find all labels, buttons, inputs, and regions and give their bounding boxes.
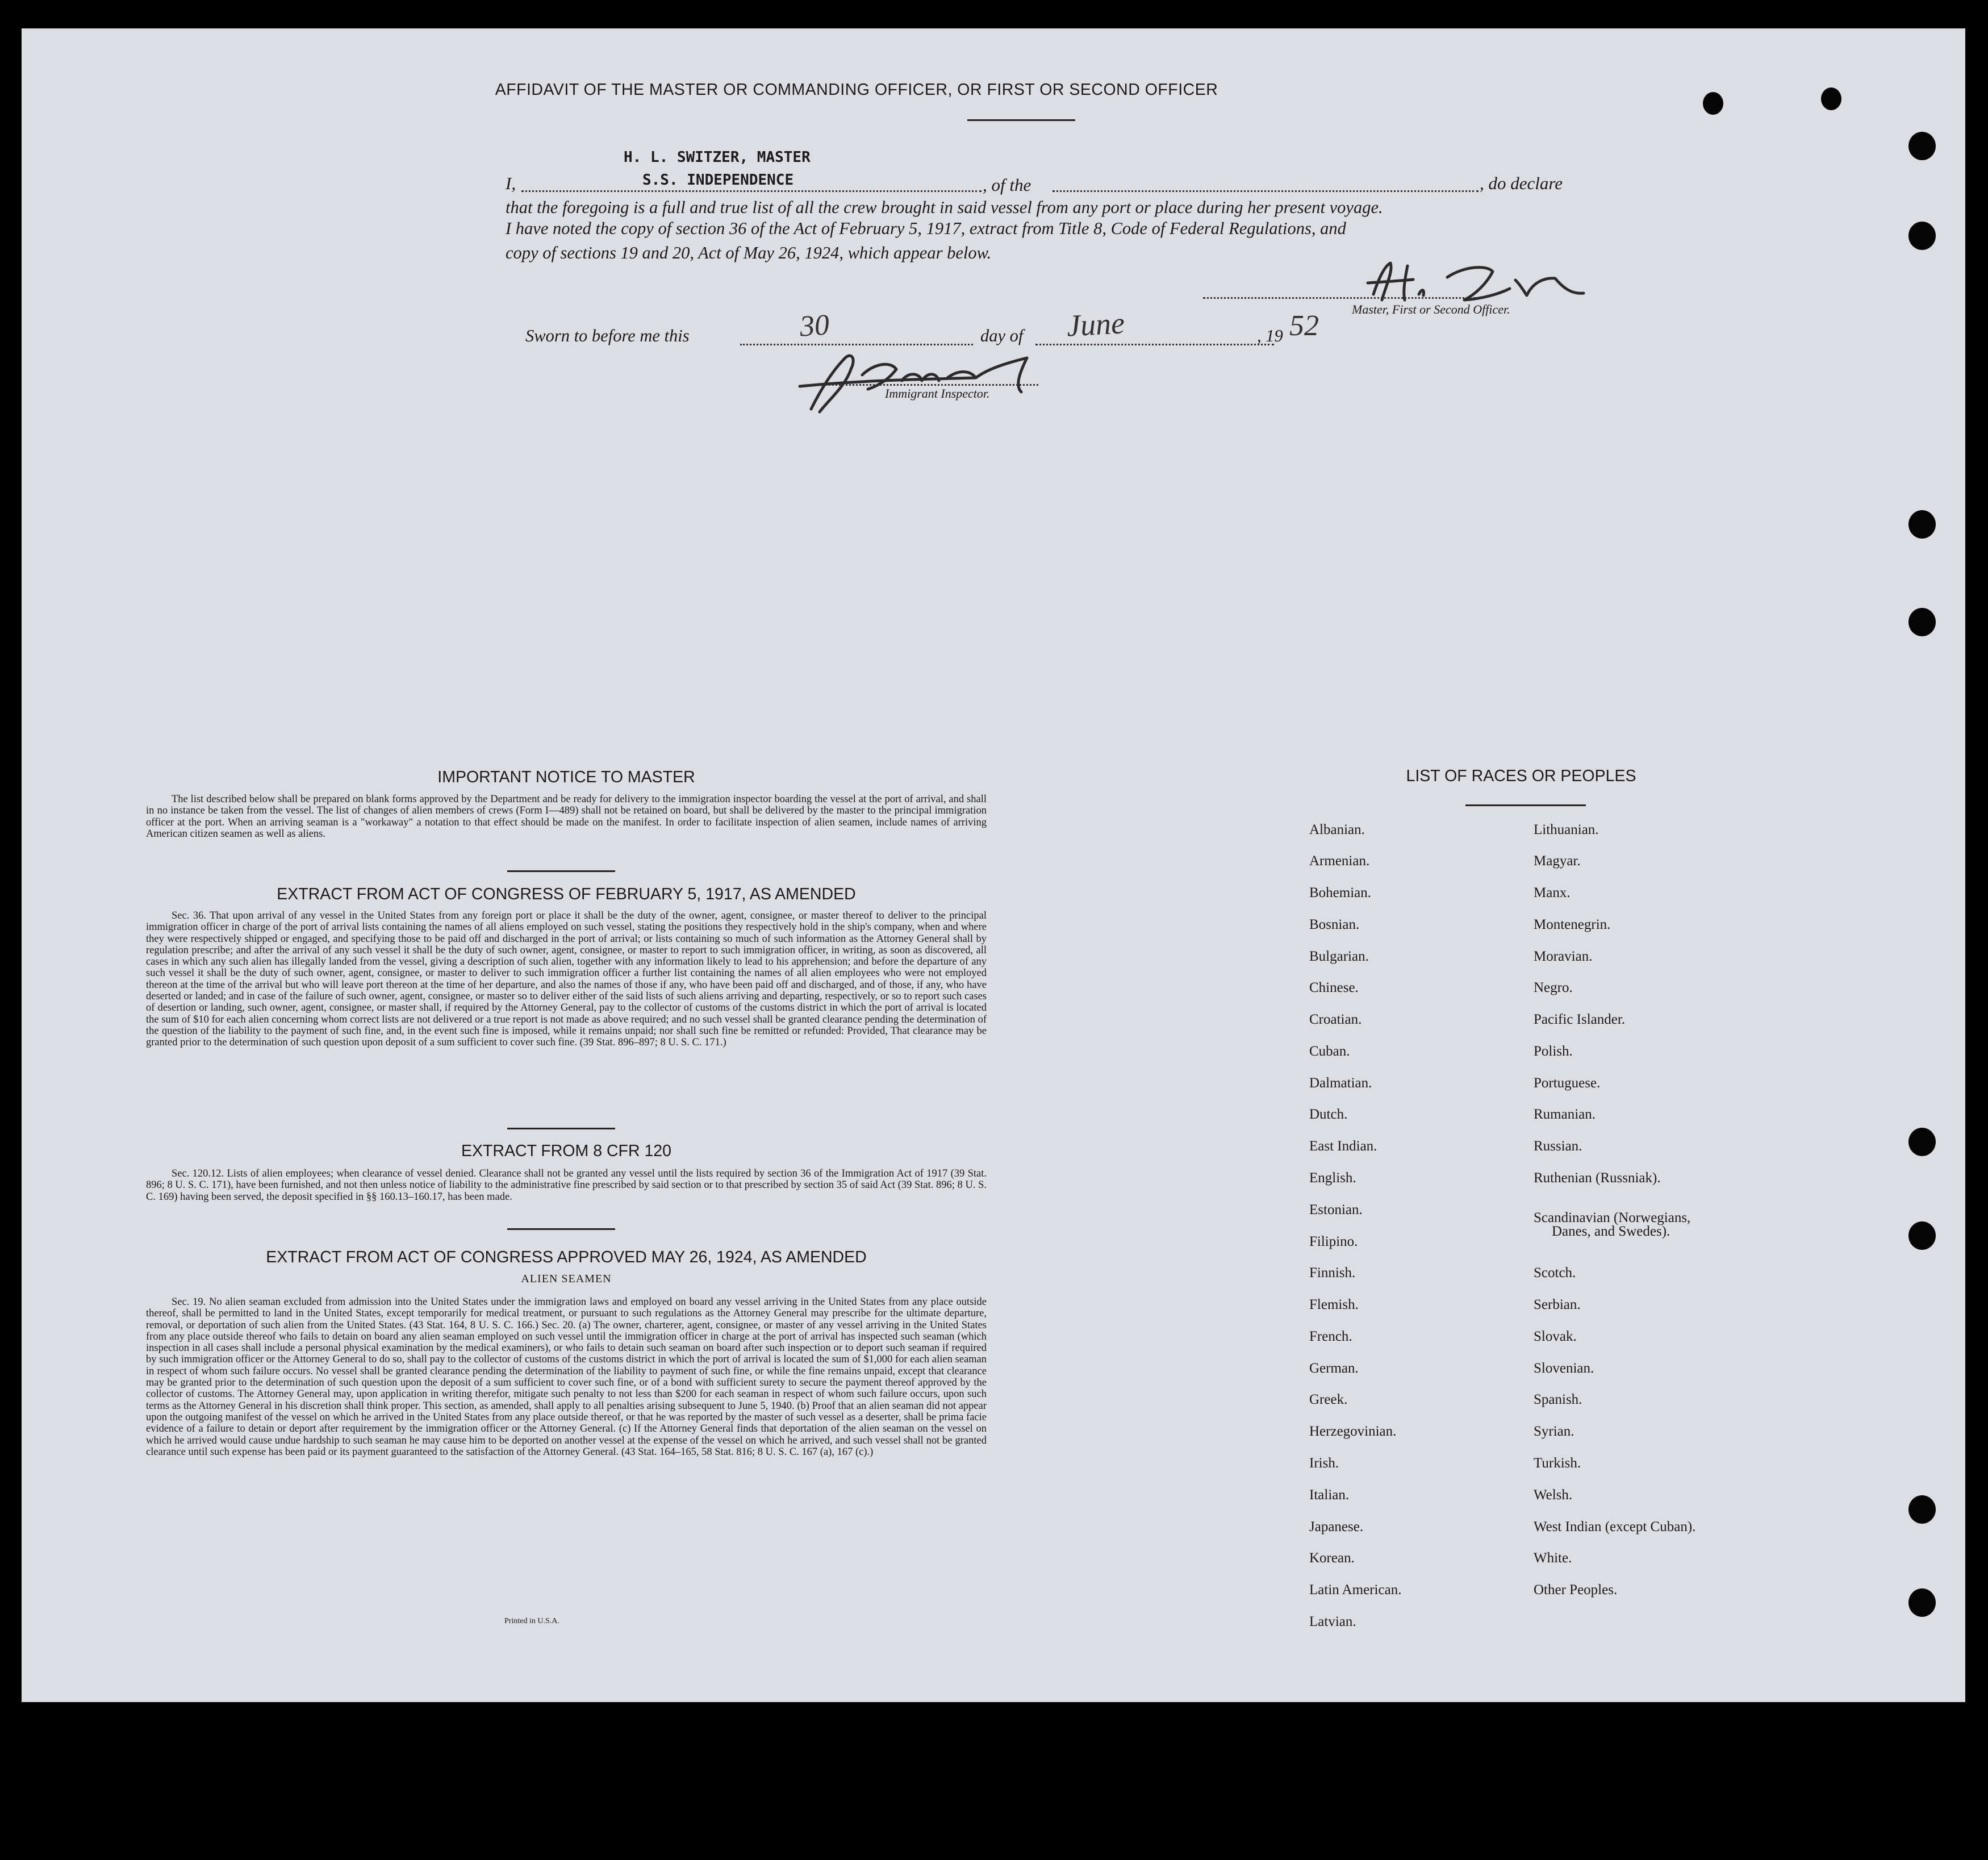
race-dalmatian: Dalmatian. [1309, 1075, 1372, 1091]
extract-cfr-divider [507, 1228, 615, 1230]
punch-hole [1908, 1588, 1936, 1617]
race-japanese: Japanese. [1309, 1519, 1364, 1534]
extract-cfr-text: Sec. 120.12. Lists of alien employees; when clearance of vessel denied. Clearance shall not be granted any vessel until the lists required by section 36 of the Immigration Act of 1917 (39 Stat. 896; 8 U. S. C. 171), have been furnished, and not then unless notice of liability to the administrative fine prescribed by said section or to that prescribed by section 35 of said Act (39 Stat. 896; 8 U. S. C. 169) having been served, the deposit specified in §§ 160.13–160.17, has been made. [146, 1168, 987, 1203]
punch-hole [1908, 1221, 1936, 1250]
race-rumanian: Rumanian. [1534, 1107, 1596, 1122]
inspector-caption: Immigrant Inspector. [885, 386, 990, 401]
notice-divider [507, 870, 615, 872]
race-bohemian: Bohemian. [1309, 885, 1372, 900]
vessel-name: S.S. INDEPENDENCE [642, 172, 794, 189]
race-estonian: Estonian. [1309, 1202, 1363, 1217]
sworn-text: Sworn to before me this [525, 326, 690, 345]
race-cuban: Cuban. [1309, 1044, 1350, 1059]
race-other-peoples: Other Peoples. [1534, 1582, 1618, 1598]
punch-hole [1908, 510, 1936, 539]
punch-hole [1908, 222, 1936, 250]
extract-cfr-title: EXTRACT FROM 8 CFR 120 [461, 1142, 672, 1160]
ink-spot [1821, 87, 1841, 110]
day-line [740, 344, 973, 345]
race-moravian: Moravian. [1534, 949, 1593, 964]
race-italian: Italian. [1309, 1487, 1350, 1503]
race-negro: Negro. [1534, 980, 1573, 995]
race-korean: Korean. [1309, 1550, 1355, 1566]
extract-1924-title: EXTRACT FROM ACT OF CONGRESS APPROVED MAY 26, 1924, AS AMENDED [266, 1248, 867, 1266]
race-chinese: Chinese. [1309, 980, 1359, 995]
race-latvian: Latvian. [1309, 1614, 1356, 1629]
race-montenegrin: Montenegrin. [1534, 917, 1611, 932]
vessel-line [1053, 190, 1479, 192]
race-lithuanian: Lithuanian. [1534, 822, 1599, 837]
race-dutch: Dutch. [1309, 1107, 1348, 1122]
race-white: White. [1534, 1550, 1572, 1566]
notice-text: The list described below shall be prepared on blank forms approved by the Department and be ready for delivery to the immigration inspector boarding the vessel at the port of arrival, and shall in no instance be taken from the vessel. The list of changes of alien members of crews (Form I—489) shall not be retained on board, but shall be delivered by the master to the principal immigration officer at the port. When an arriving seaman is a "workaway" a notation to that effect should be made on the manifest. In order to facilitate inspection of alien seamen, include names of arriving American citizen seamen as well as aliens. [146, 794, 987, 840]
extract-1924-subtitle: ALIEN SEAMEN [521, 1273, 612, 1285]
race-ruthenian: Ruthenian (Russniak). [1534, 1170, 1661, 1186]
race-german: German. [1309, 1361, 1359, 1376]
affidavit-i: I, [506, 173, 516, 193]
race-turkish: Turkish. [1534, 1456, 1581, 1471]
punch-hole [1908, 1128, 1936, 1156]
day-value: 30 [799, 308, 830, 343]
race-flemish: Flemish. [1309, 1297, 1359, 1312]
ink-spot [1703, 92, 1723, 115]
affidavit-do-declare: , do declare [1480, 173, 1563, 193]
race-serbian: Serbian. [1534, 1297, 1581, 1312]
race-scandinavian: Scandinavian (Norwegians, [1534, 1210, 1691, 1225]
printed-in-usa: Printed in U.S.A. [504, 1617, 559, 1625]
notice-title: IMPORTANT NOTICE TO MASTER [437, 768, 695, 786]
race-magyar: Magyar. [1534, 853, 1581, 869]
name-line [521, 190, 982, 192]
race-west-indian: West Indian (except Cuban). [1534, 1519, 1696, 1534]
race-spanish: Spanish. [1534, 1392, 1582, 1407]
year-prefix: , 19 [1257, 326, 1283, 345]
race-slovak: Slovak. [1534, 1329, 1577, 1344]
inspector-signature-line [808, 384, 1038, 386]
month-value: June [1066, 306, 1126, 343]
race-scandinavian-cont: Danes, and Swedes). [1552, 1224, 1670, 1239]
extract-1917-title: EXTRACT FROM ACT OF CONGRESS OF FEBRUARY 5, 1917, AS AMENDED [277, 885, 856, 903]
title-divider [967, 119, 1075, 121]
race-herzegovinian: Herzegovinian. [1309, 1424, 1397, 1439]
document-page [22, 28, 1965, 1702]
races-title: LIST OF RACES OR PEOPLES [1406, 767, 1636, 785]
race-albanian: Albanian. [1309, 822, 1365, 837]
race-east-indian: East Indian. [1309, 1138, 1377, 1154]
punch-hole [1908, 608, 1936, 636]
month-line [1035, 344, 1274, 345]
race-croatian: Croatian. [1309, 1012, 1362, 1027]
race-manx: Manx. [1534, 885, 1571, 900]
master-caption: Master, First or Second Officer. [1352, 302, 1510, 316]
race-french: French. [1309, 1329, 1352, 1344]
race-irish: Irish. [1309, 1456, 1339, 1471]
extract-1924-text: Sec. 19. No alien seaman excluded from admission into the United States under the immigration laws and employed on board any vessel arriving in the United States from any place outside thereof, shall be permitted to land in the United States, except temporarily for medical treatment, or pursuant to such regulations as the Attorney General may prescribe for the ultimate departure, removal, or deportation of such alien from the United States. (43 Stat. 164, 8 U. S. C. 166.) Sec. 20. (a) The owner, charterer, agent, consignee, or master of any vessel arriving in the United States from any place outside thereof who fails to detain on board any alien seaman employed on such vessel until the immigration officer in charge at the port of arrival has inspected such seaman (which inspection in all cases shall include a personal physical examination by the medical examiners), or who fails to detain such seaman on board after such inspection or to deport such seaman if required by such immigration officer or the Attorney General to do so, shall pay to the collector of customs of the customs district in which the port of arrival is located the sum of $1,000 for each alien seaman in respect of whom such failure occurs. No vessel shall be granted clearance pending the determination of the liability to payment of such fine, or while the fine remains unpaid, except that clearance may be granted prior to the determination of such question upon the deposit of a sum sufficient to cover such fine, or of a bond with sufficient surety to secure the payment thereof approved by the collector of customs. The Attorney General may, upon application in writing therefor, mitigate such penalty to not less than $200 for each seaman in respect of whom such failure occurs, upon such terms as the Attorney General in his discretion shall think proper. This section, as amended, shall apply to all penalties arising subsequent to June 5, 1940. (b) Proof that an alien seaman did not appear upon the outgoing manifest of the vessel on which he arrived in the United States from any place outside thereof, or that he was reported by the master of such vessel as a deserter, shall be prima facie evidence of a failure to detain or deport after requirement by the immigration officer or the Attorney General. (c) If the Attorney General finds that deportation of the alien seaman on the vessel on which he arrived would cause undue hardship to such seaman he may cause him to be deported on another vessel at the expense of the vessel on which he arrived, and such vessel shall not be granted clearance until such expense has been paid or its payment guaranteed to the satisfaction of the Attorney General. (43 Stat. 164–165, 58 Stat. 816; 8 U. S. C. 167 (a), 167 (c).) [146, 1296, 987, 1458]
race-pacific-islander: Pacific Islander. [1534, 1012, 1626, 1027]
affidavit-line-4: copy of sections 19 and 20, Act of May 26, 1924, which appear below. [506, 243, 992, 262]
race-finnish: Finnish. [1309, 1265, 1356, 1281]
race-polish: Polish. [1534, 1044, 1573, 1059]
extract-1917-text: Sec. 36. That upon arrival of any vessel in the United States from any foreign port or place it shall be the duty of the owner, agent, consignee, or master thereof to deliver to the principal immigration officer in charge of the port of arrival lists containing the names of all aliens employed on such vessel, stating the positions they respectively hold in the ship's company, when and where they were respectively shipped or engaged, and specifying those to be paid off and discharged in the port of arrival; or lists containing so much of such information as the Attorney General shall by regulation prescribe; and after the arrival of any such vessel it shall be the duty of such owner, agent, consignee, or master to report to such immigration officer, in writing, as soon as discovered, all cases in which any such alien has illegally landed from the vessel, giving a description of such alien, together with any information likely to lead to his apprehension; and before the departure of any such vessel it shall be the duty of such owner, agent, consignee, or master to deliver to such immigration officer a further list containing the names of all alien employees who were not employed thereon at the time of the arrival but who will leave port thereon at the time of her departure, and also the names of those if any, who have been paid off and discharged, and of those, if any, who have deserted or landed; and in case of the failure of such owner, agent, consignee, or master so to deliver either of the said lists of such aliens arriving and departing, respectively, or so to report such cases of desertion or landing, such owner, agent, consignee, or master shall, if required by the Attorney General, pay to the collector of customs of the customs district in which the port of arrival is located the sum of $10 for each alien concerning whom correct lists are not delivered or a true report is not made as above required; and no such vessel shall be granted clearance pending the determination of the question of the liability to the payment of such fine, and, in the event such fine is imposed, while it remains unpaid; nor shall such fine be remitted or refunded: Provided, That clearance may be granted prior to the determination of such question upon deposit of a sum sufficient to cover such fine. (39 Stat. 896–897; 8 U. S. C. 171.) [146, 910, 987, 1049]
race-latin-american: Latin American. [1309, 1582, 1402, 1598]
race-english: English. [1309, 1170, 1356, 1186]
race-bulgarian: Bulgarian. [1309, 949, 1369, 964]
master-name: H. L. SWITZER, MASTER [624, 149, 811, 166]
year-value: 52 [1289, 310, 1319, 342]
races-divider [1465, 804, 1586, 806]
punch-hole [1908, 132, 1936, 160]
race-welsh: Welsh. [1534, 1487, 1573, 1503]
extract-1917-divider [507, 1128, 615, 1129]
day-of-text: day of [980, 326, 1024, 345]
race-slovenian: Slovenian. [1534, 1361, 1594, 1376]
race-greek: Greek. [1309, 1392, 1348, 1407]
inspector-signature [788, 347, 1084, 420]
affidavit-line-2: that the foregoing is a full and true list of all the crew brought in said vessel from any port or place during her present voyage. [506, 198, 1383, 217]
race-bosnian: Bosnian. [1309, 917, 1360, 932]
race-armenian: Armenian. [1309, 853, 1370, 869]
affidavit-line-3: I have noted the copy of section 36 of the Act of February 5, 1917, extract from Title 8, Code of Federal Regulations, and [506, 219, 1346, 238]
affidavit-of-the: , of the [983, 175, 1031, 195]
race-russian: Russian. [1534, 1138, 1582, 1154]
race-syrian: Syrian. [1534, 1424, 1574, 1439]
race-scotch: Scotch. [1534, 1265, 1576, 1281]
race-portuguese: Portuguese. [1534, 1075, 1601, 1091]
affidavit-title: AFFIDAVIT OF THE MASTER OR COMMANDING OFFICER, OR FIRST OR SECOND OFFICER [495, 81, 1218, 99]
race-filipino: Filipino. [1309, 1234, 1358, 1249]
punch-hole [1908, 1495, 1936, 1524]
